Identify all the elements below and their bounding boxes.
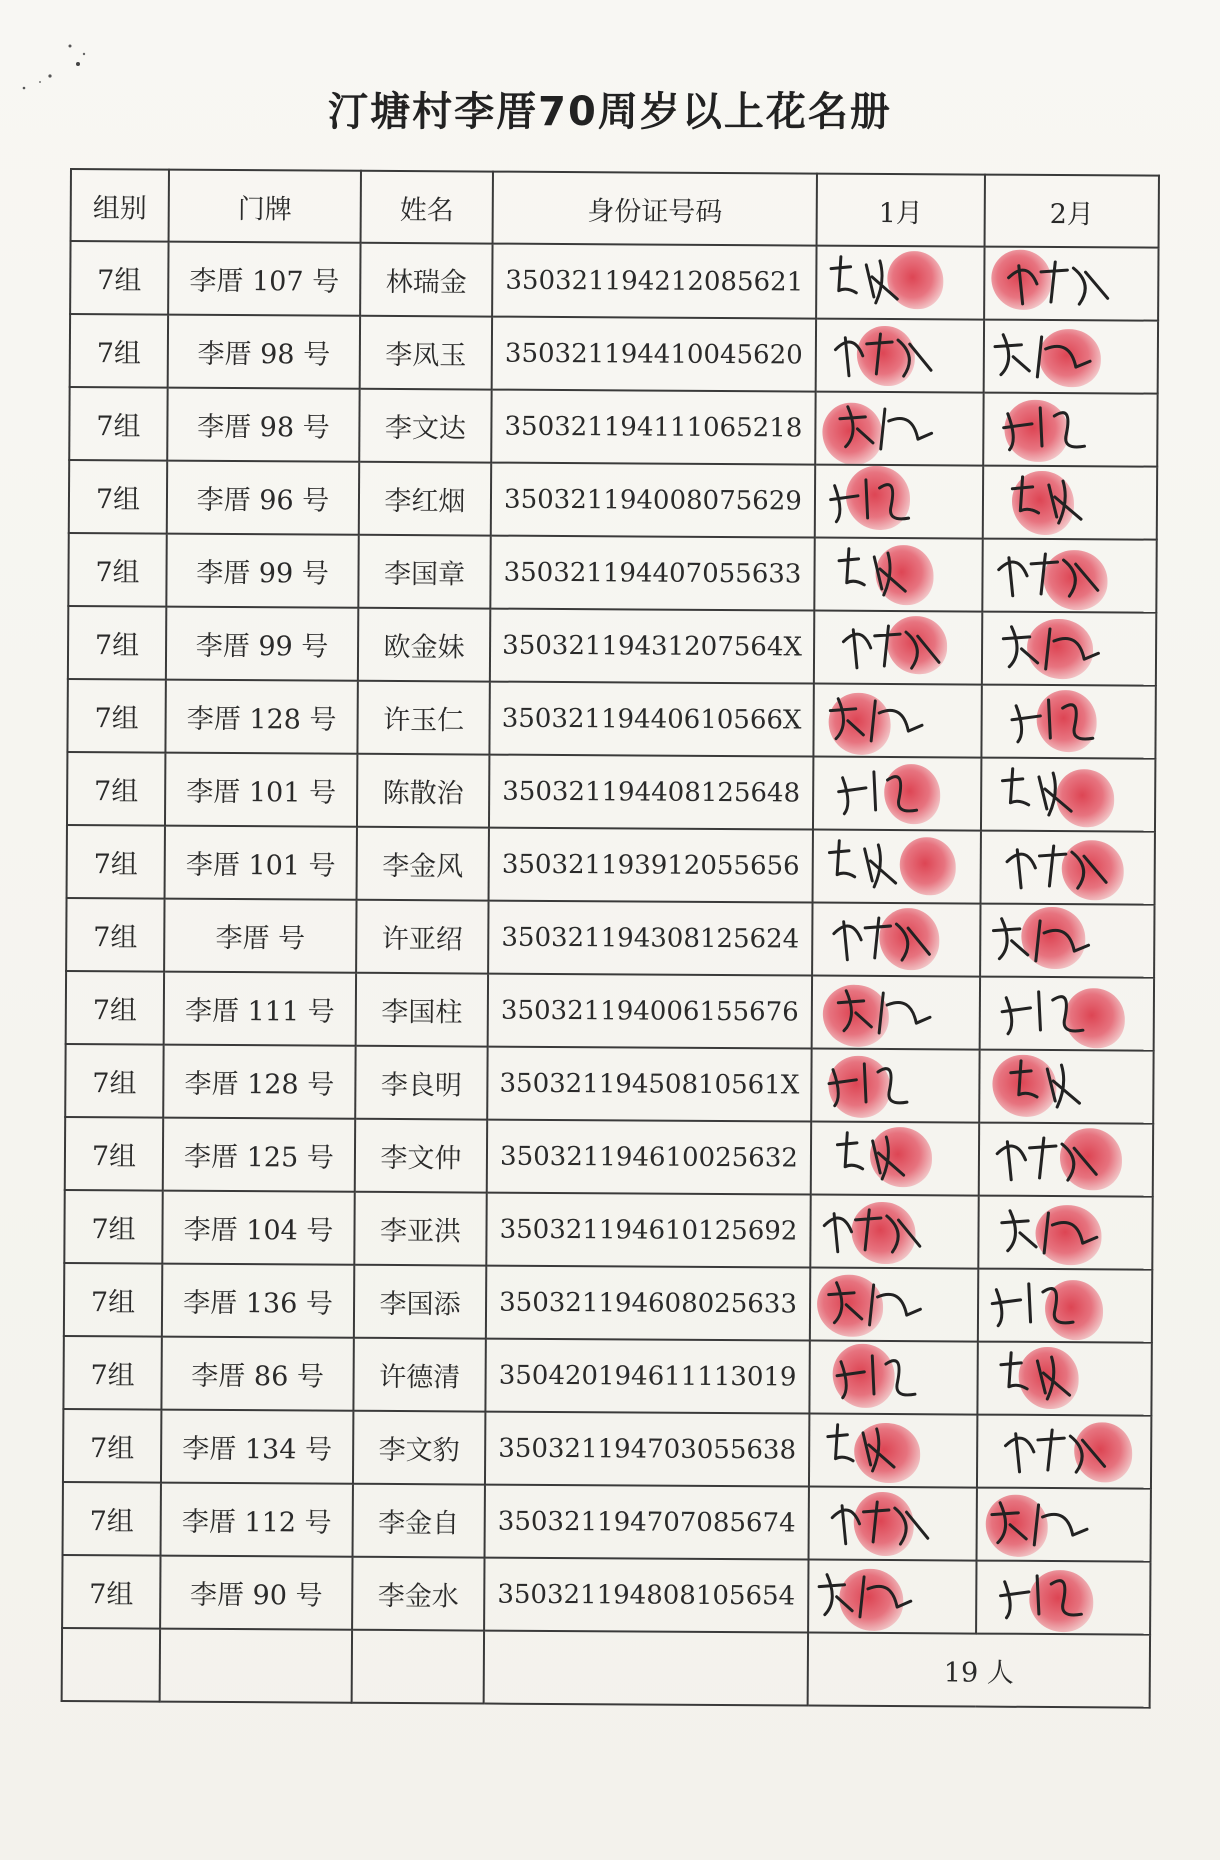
- handwritten-signature: [980, 1051, 1152, 1123]
- signature-area: [816, 466, 982, 538]
- cell-group: 7组: [63, 1336, 161, 1410]
- table-row: [69, 387, 1157, 467]
- cell-name: 陈散治: [357, 754, 489, 828]
- cell-signature-month1: [815, 392, 983, 466]
- cell-id-number: 350321194410045620: [492, 317, 816, 392]
- cell-name: 李金风: [357, 827, 489, 901]
- cell-signature-month1: [812, 976, 980, 1050]
- cell-group: 7组: [67, 825, 165, 899]
- header-month1: 1月: [817, 174, 985, 247]
- table-row: [62, 1555, 1150, 1635]
- cell-signature-month1: [808, 1560, 976, 1634]
- handwritten-signature: [977, 1562, 1149, 1634]
- cell-house: 李厝 125 号: [163, 1118, 355, 1192]
- handwritten-signature: [980, 1124, 1152, 1196]
- handwritten-signature: [815, 612, 981, 684]
- cell-id-number: 350321194008075629: [491, 463, 815, 538]
- signature-area: [814, 685, 980, 757]
- signature-area: [809, 1561, 975, 1633]
- signature-area: [817, 320, 983, 392]
- cell-house: 李厝 128 号: [163, 1045, 355, 1119]
- table-total-row: [62, 1628, 1150, 1708]
- cell-id-number: 350321194703055638: [485, 1412, 809, 1487]
- cell-signature-month1: [810, 1195, 978, 1269]
- cell-signature-month2: [978, 1269, 1152, 1343]
- signature-area: [985, 321, 1157, 393]
- handwritten-signature: [816, 393, 982, 465]
- handwritten-signature: [814, 758, 980, 830]
- signature-area: [983, 540, 1155, 612]
- cell-signature-month2: [979, 1123, 1153, 1197]
- signature-area: [810, 1488, 976, 1560]
- cell-house: 李厝 99 号: [166, 607, 358, 681]
- table-row: [67, 752, 1155, 832]
- table-row: [63, 1482, 1151, 1562]
- signature-area: [980, 1124, 1152, 1196]
- cell-house: 李厝 128 号: [165, 680, 357, 754]
- cell-house: 李厝 107 号: [168, 242, 360, 316]
- total-empty-cell: [352, 1630, 484, 1704]
- document-title: 汀塘村李厝70周岁以上花名册: [328, 89, 892, 135]
- cell-name: 李凤玉: [360, 316, 492, 390]
- cell-group: 7组: [65, 1117, 163, 1191]
- table-row: [63, 1409, 1151, 1489]
- cell-signature-month2: [984, 247, 1158, 321]
- total-empty-cell: [160, 1629, 352, 1703]
- cell-house: 李厝 111 号: [164, 972, 356, 1046]
- signature-area: [984, 394, 1156, 466]
- cell-name: 李文仲: [355, 1119, 487, 1193]
- cell-group: 7组: [69, 387, 167, 461]
- cell-signature-month1: [814, 538, 982, 612]
- handwritten-signature: [814, 831, 980, 903]
- cell-name: 李文达: [359, 389, 491, 463]
- signature-area: [816, 393, 982, 465]
- signature-area: [982, 686, 1154, 758]
- handwritten-signature: [978, 1416, 1150, 1488]
- cell-group: 7组: [63, 1482, 161, 1556]
- cell-signature-month2: [977, 1415, 1151, 1489]
- cell-house: 李厝 101 号: [165, 753, 357, 827]
- header-group: 组别: [71, 169, 169, 242]
- cell-id-number: 350321194408125648: [489, 755, 813, 830]
- cell-signature-month2: [977, 1488, 1151, 1562]
- cell-signature-month1: [813, 830, 981, 904]
- cell-signature-month2: [977, 1342, 1151, 1416]
- handwritten-signature: [811, 1196, 977, 1268]
- signature-area: [982, 759, 1154, 831]
- cell-signature-month2: [983, 466, 1157, 540]
- signature-area: [977, 1562, 1149, 1634]
- signature-area: [981, 978, 1153, 1050]
- cell-name: 李红烟: [359, 462, 491, 536]
- handwritten-signature: [809, 1561, 975, 1633]
- cell-name: 李良明: [355, 1046, 487, 1120]
- handwritten-signature: [978, 1489, 1150, 1561]
- cell-signature-month2: [981, 758, 1155, 832]
- cell-house: 李厝 136 号: [162, 1264, 354, 1338]
- cell-signature-month1: [812, 903, 980, 977]
- signature-area: [981, 905, 1153, 977]
- handwritten-signature: [812, 1123, 978, 1195]
- handwritten-signature: [813, 977, 979, 1049]
- table-header-row: [71, 169, 1159, 248]
- table-row: [64, 1263, 1152, 1343]
- signature-area: [815, 539, 981, 611]
- table-row: [70, 314, 1158, 394]
- cell-signature-month1: [809, 1487, 977, 1561]
- cell-signature-month1: [813, 684, 981, 758]
- cell-house: 李厝 90 号: [160, 1556, 352, 1630]
- table-row: [68, 533, 1156, 613]
- cell-house: 李厝 134 号: [161, 1410, 353, 1484]
- cell-house: 李厝 98 号: [167, 388, 359, 462]
- cell-id-number: 350321194610025632: [487, 1120, 811, 1195]
- table-row: [69, 460, 1157, 540]
- handwritten-signature: [810, 1415, 976, 1487]
- cell-id-number: 350321194407055633: [490, 536, 814, 611]
- cell-group: 7组: [67, 679, 165, 753]
- handwritten-signature: [979, 1197, 1151, 1269]
- cell-signature-month2: [976, 1561, 1150, 1635]
- cell-name: 李国柱: [356, 973, 488, 1047]
- signature-area: [812, 1123, 978, 1195]
- header-month2: 2月: [985, 175, 1159, 248]
- cell-signature-month2: [981, 831, 1155, 905]
- cell-house: 李厝 104 号: [162, 1191, 354, 1265]
- cell-name: 林瑞金: [360, 243, 492, 317]
- table-row: [70, 241, 1158, 321]
- cell-name: 许玉仁: [357, 681, 489, 755]
- signature-area: [812, 1050, 978, 1122]
- cell-id-number: 35032119440610566X: [489, 682, 813, 757]
- cell-group: 7组: [65, 1044, 163, 1118]
- handwritten-signature: [810, 1488, 976, 1560]
- cell-group: 7组: [70, 314, 168, 388]
- cell-signature-month1: [809, 1341, 977, 1415]
- cell-group: 7组: [64, 1190, 162, 1264]
- total-count: 19 人: [808, 1633, 1150, 1708]
- cell-id-number: 350321194006155676: [488, 974, 812, 1049]
- handwritten-signature: [983, 540, 1155, 612]
- cell-house: 李厝 96 号: [167, 461, 359, 535]
- table-row: [65, 1044, 1153, 1124]
- cell-name: 李国添: [354, 1265, 486, 1339]
- signature-area: [814, 758, 980, 830]
- cell-id-number: 350321193912055656: [489, 828, 813, 903]
- cell-signature-month1: [816, 246, 984, 320]
- cell-signature-month2: [978, 1196, 1152, 1270]
- signature-area: [810, 1415, 976, 1487]
- cell-signature-month2: [983, 393, 1157, 467]
- handwritten-signature: [985, 248, 1157, 320]
- cell-signature-month1: [816, 319, 984, 393]
- signature-area: [982, 832, 1154, 904]
- table-row: [63, 1336, 1151, 1416]
- cell-group: 7组: [63, 1409, 161, 1483]
- cell-signature-month1: [815, 465, 983, 539]
- cell-name: 李国章: [358, 535, 490, 609]
- handwritten-signature: [813, 904, 979, 976]
- cell-group: 7组: [64, 1263, 162, 1337]
- table-row: [65, 1117, 1153, 1197]
- header-id: 身份证号码: [493, 172, 817, 246]
- signature-area: [980, 1051, 1152, 1123]
- handwritten-signature: [984, 467, 1156, 539]
- cell-id-number: 350420194611113019: [485, 1339, 809, 1414]
- handwritten-signature: [982, 832, 1154, 904]
- cell-signature-month2: [982, 539, 1156, 613]
- cell-group: 7组: [62, 1555, 160, 1629]
- cell-group: 7组: [69, 460, 167, 534]
- total-empty-cell: [484, 1631, 808, 1706]
- cell-id-number: 350321194610125692: [486, 1193, 810, 1268]
- cell-id-number: 350321194212085621: [492, 244, 816, 319]
- table-row: [68, 606, 1156, 686]
- signature-area: [978, 1489, 1150, 1561]
- cell-house: 李厝 号: [164, 899, 356, 973]
- cell-name: 李亚洪: [354, 1192, 486, 1266]
- total-empty-cell: [62, 1628, 160, 1702]
- cell-id-number: 350321194707085674: [485, 1485, 809, 1560]
- handwritten-signature: [810, 1342, 976, 1414]
- cell-id-number: 350321194308125624: [488, 901, 812, 976]
- handwritten-signature: [816, 466, 982, 538]
- cell-group: 7组: [67, 752, 165, 826]
- signature-area: [979, 1197, 1151, 1269]
- cell-signature-month2: [982, 612, 1156, 686]
- handwritten-signature: [984, 394, 1156, 466]
- signature-area: [978, 1416, 1150, 1488]
- cell-name: 许德清: [353, 1338, 485, 1412]
- cell-name: 许亚绍: [356, 900, 488, 974]
- cell-id-number: 350321194808105654: [484, 1558, 808, 1633]
- cell-signature-month1: [809, 1414, 977, 1488]
- signature-area: [811, 1269, 977, 1341]
- cell-name: 李文豹: [353, 1411, 485, 1485]
- signature-area: [813, 977, 979, 1049]
- cell-signature-month2: [980, 904, 1154, 978]
- cell-house: 李厝 99 号: [166, 534, 358, 608]
- cell-house: 李厝 98 号: [168, 315, 360, 389]
- handwritten-signature: [817, 320, 983, 392]
- cell-group: 7组: [66, 971, 164, 1045]
- cell-signature-month2: [980, 977, 1154, 1051]
- cell-house: 李厝 86 号: [161, 1337, 353, 1411]
- signature-area: [978, 1343, 1150, 1415]
- cell-group: 7组: [66, 898, 164, 972]
- cell-house: 李厝 101 号: [165, 826, 357, 900]
- signature-area: [983, 613, 1155, 685]
- cell-name: 李金自: [353, 1484, 485, 1558]
- cell-group: 7组: [68, 606, 166, 680]
- roster-table: [61, 168, 1160, 1709]
- cell-id-number: 350321194111065218: [491, 390, 815, 465]
- handwritten-signature: [982, 686, 1154, 758]
- handwritten-signature: [985, 321, 1157, 393]
- handwritten-signature: [979, 1270, 1151, 1342]
- cell-signature-month1: [814, 611, 982, 685]
- signature-area: [817, 247, 983, 319]
- table-row: [66, 898, 1154, 978]
- cell-signature-month2: [984, 320, 1158, 394]
- handwritten-signature: [981, 978, 1153, 1050]
- cell-id-number: 350321194608025633: [486, 1266, 810, 1341]
- cell-name: 欧金妹: [358, 608, 490, 682]
- handwritten-signature: [815, 539, 981, 611]
- header-name: 姓名: [361, 171, 493, 244]
- cell-signature-month2: [979, 1050, 1153, 1124]
- handwritten-signature: [981, 905, 1153, 977]
- cell-house: 李厝 112 号: [161, 1483, 353, 1557]
- table-row: [67, 825, 1155, 905]
- handwritten-signature: [817, 247, 983, 319]
- cell-id-number: 35032119450810561X: [487, 1047, 811, 1122]
- handwritten-signature: [983, 613, 1155, 685]
- cell-group: 7组: [68, 533, 166, 607]
- cell-name: 李金水: [352, 1557, 484, 1631]
- table-row: [66, 971, 1154, 1051]
- signature-area: [984, 467, 1156, 539]
- cell-signature-month1: [811, 1122, 979, 1196]
- cell-signature-month1: [813, 757, 981, 831]
- table-row: [67, 679, 1155, 759]
- cell-signature-month1: [811, 1049, 979, 1123]
- table-row: [64, 1190, 1152, 1270]
- handwritten-signature: [982, 759, 1154, 831]
- cell-group: 7组: [70, 241, 168, 315]
- signature-area: [813, 904, 979, 976]
- signature-area: [810, 1342, 976, 1414]
- signature-area: [979, 1270, 1151, 1342]
- cell-signature-month2: [981, 685, 1155, 759]
- signature-area: [811, 1196, 977, 1268]
- handwritten-signature: [814, 685, 980, 757]
- handwritten-signature: [811, 1269, 977, 1341]
- signature-area: [814, 831, 980, 903]
- handwritten-signature: [812, 1050, 978, 1122]
- signature-area: [985, 248, 1157, 320]
- handwritten-signature: [978, 1343, 1150, 1415]
- header-house: 门牌: [169, 170, 361, 243]
- signature-area: [815, 612, 981, 684]
- cell-signature-month1: [810, 1268, 978, 1342]
- cell-id-number: 35032119431207564X: [490, 609, 814, 684]
